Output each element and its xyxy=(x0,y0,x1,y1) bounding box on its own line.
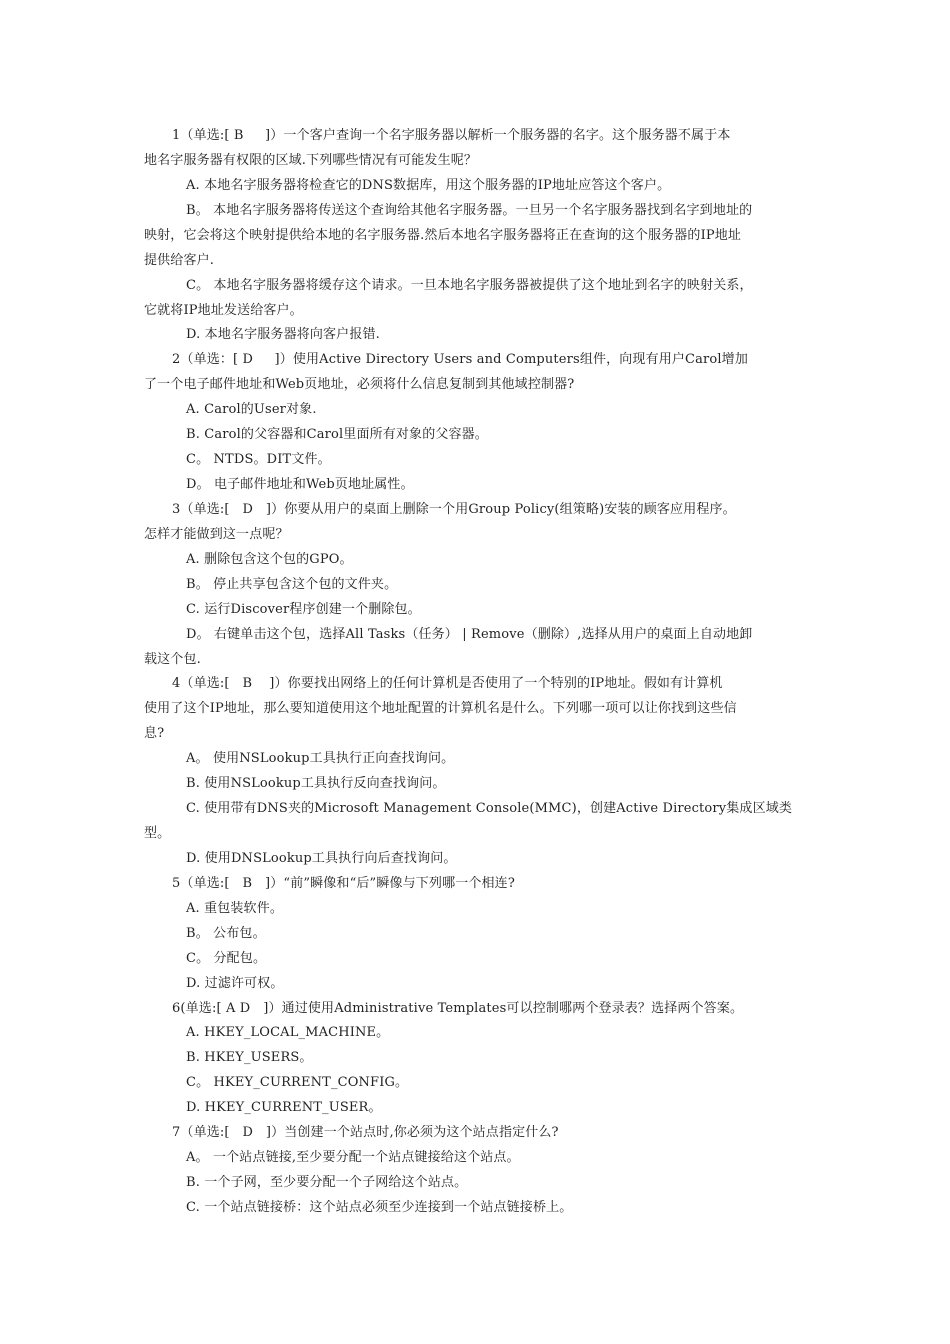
answer-option: C。 分配包。 xyxy=(186,951,267,966)
answer-option: C。 本地名字服务器将缓存这个请求。一旦本地名字服务器被提供了这个地址到名字的映射关系， xyxy=(186,278,753,293)
question-stem: 6(单选:[ A D ]）通过使用Administrative Templates可以控制哪两个登录表？选择两个答案。 xyxy=(172,1001,744,1016)
answer-option: C. 使用带有DNS夹的Microsoft Management Console(MMC)，创建Active Directory集成区域类 xyxy=(186,801,793,816)
question-stem-continuation: 地名字服务器有权限的区域.下列哪些情况有可能发生呢？ xyxy=(144,153,478,168)
question-stem: 7（单选:[ D ]）当创建一个站点时,你必须为这个站点指定什么? xyxy=(172,1125,559,1140)
answer-option: D. 过滤许可权。 xyxy=(186,976,284,991)
answer-option-continuation: 载这个包. xyxy=(144,652,201,667)
question-stem-continuation: 使用了这个IP地址，那么要知道使用这个地址配置的计算机名是什么。下列哪一项可以让你找到这些信 xyxy=(144,701,737,716)
question-stem: 1（单选:[ B ]）一个客户查询一个名字服务器以解析一个服务器的名字。这个服务器不属于本 xyxy=(172,128,731,143)
answer-option-continuation: 提供给客户. xyxy=(144,253,215,268)
answer-option: D. 本地名字服务器将向客户报错. xyxy=(186,327,380,342)
answer-option: A. Carol的User对象. xyxy=(186,402,317,417)
answer-option: A。 一个站点链接,至少要分配一个站点键接给这个站点。 xyxy=(186,1150,520,1165)
answer-option: A. 本地名字服务器将检查它的DNS数据库，用这个服务器的IP地址应答这个客户。 xyxy=(186,178,671,193)
answer-option: C. 一个站点链接桥：这个站点必须至少连接到一个站点链接桥上。 xyxy=(186,1200,573,1215)
question-stem: 3（单选:[ D ]）你要从用户的桌面上删除一个用Group Policy(组策略)安装的顾客应用程序。 xyxy=(172,502,736,517)
answer-option: D. 使用DNSLookup工具执行向后查找询问。 xyxy=(186,851,457,866)
answer-option: B. 使用NSLookup工具执行反向查找询问。 xyxy=(186,776,446,791)
answer-option: B. HKEY_USERS。 xyxy=(186,1050,313,1065)
answer-option-continuation: 映射，它会将这个映射提供给本地的名字服务器.然后本地名字服务器将正在查询的这个服务器的IP地址 xyxy=(144,228,742,243)
question-stem: 5（单选:[ B ]）“前”瞬像和“后”瞬像与下列哪一个相连? xyxy=(172,876,515,891)
answer-option: A。 使用NSLookup工具执行正向查找询问。 xyxy=(186,751,455,766)
answer-option: D. HKEY_CURRENT_USER。 xyxy=(186,1100,382,1115)
answer-option-continuation: 型。 xyxy=(144,826,171,841)
answer-option-continuation: 它就将IP地址发送给客户。 xyxy=(144,303,303,318)
answer-option: B。 停止共享包含这个包的文件夹。 xyxy=(186,577,398,592)
answer-option: D。 电子邮件地址和Web页地址属性。 xyxy=(186,477,414,492)
answer-option: D。 右键单击这个包，选择All Tasks（任务） | Remove（删除）,选择从用户的桌面上自动地卸 xyxy=(186,627,753,642)
answer-option: C。 NTDS。DIT文件。 xyxy=(186,452,331,467)
answer-option: B。 本地名字服务器将传送这个查询给其他名字服务器。一旦另一个名字服务器找到名字到地址的 xyxy=(186,203,753,218)
answer-option: C。 HKEY_CURRENT_CONFIG。 xyxy=(186,1075,409,1090)
question-stem: 2（单选：[ D ]）使用Active Directory Users and Computers组件，向现有用户Carol增加 xyxy=(172,352,748,367)
answer-option: A. 删除包含这个包的GPO。 xyxy=(186,552,353,567)
question-stem-continuation: 了一个电子邮件地址和Web页地址，必须将什么信息复制到其他域控制器? xyxy=(144,377,575,392)
answer-option: A. 重包装软件。 xyxy=(186,901,284,916)
answer-option: B。 公布包。 xyxy=(186,926,266,941)
answer-option: B. Carol的父容器和Carol里面所有对象的父容器。 xyxy=(186,427,488,442)
question-stem-continuation: 息? xyxy=(144,726,165,741)
question-stem: 4（单选:[ B ]）你要找出网络上的任何计算机是否使用了一个特别的IP地址。假如有计算机 xyxy=(172,676,723,691)
answer-option: A. HKEY_LOCAL_MACHINE。 xyxy=(186,1025,390,1040)
answer-option: B. 一个子网，至少要分配一个子网给这个站点。 xyxy=(186,1175,468,1190)
question-stem-continuation: 怎样才能做到这一点呢？ xyxy=(144,527,289,542)
answer-option: C. 运行Discover程序创建一个删除包。 xyxy=(186,602,421,617)
